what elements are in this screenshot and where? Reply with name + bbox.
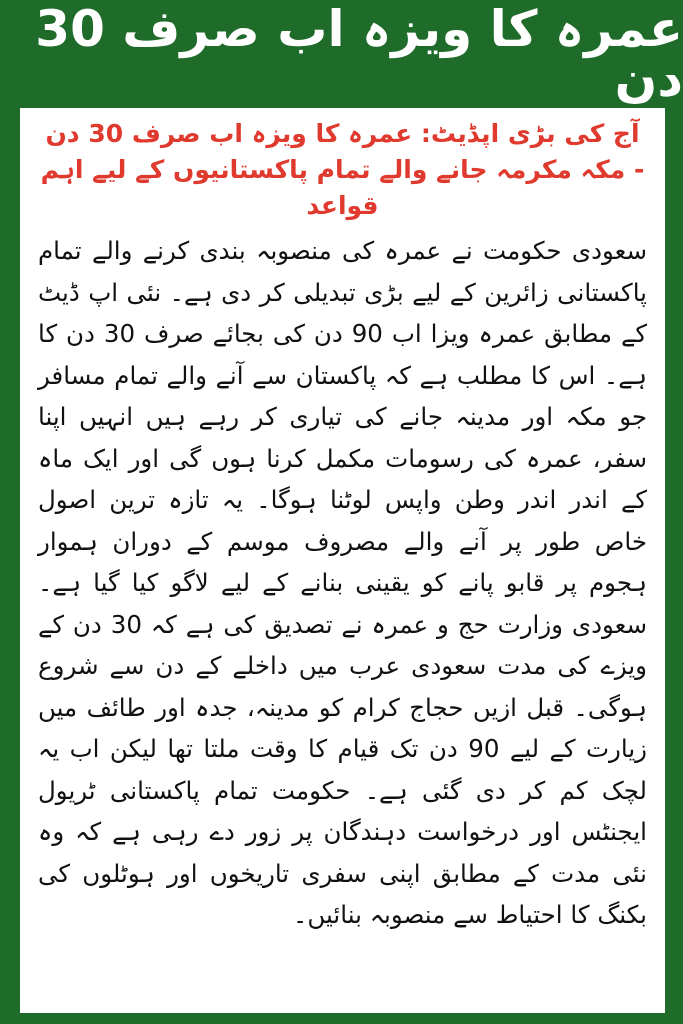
article-body: سعودی حکومت نے عمرہ کی منصوبہ بندی کرنے والے تمام پاکستانی زائرین کے لیے بڑی تبدیلی کر دی ہے۔ نئی اپ ڈیٹ کے مطابق عمرہ ویزا اب 90 دن کی بجائے صرف 30 دن کا ہے۔ اس کا مطلب ہے کہ پاکستان سے آنے والے تمام مسافر جو مکہ اور مدینہ جانے کی تیاری کر رہے ہیں انہیں اپنا سفر، عمرہ کی رسومات مکمل کرنا ہوں گی اور ایک ماہ کے اندر اندر وطن واپس لوٹنا ہوگا۔ یہ تازہ ترین اصول خاص طور پر آنے والے مصروف موسم کے دوران ہموار ہجوم پر قابو پانے کو یقینی بنانے کے لیے لاگو کیا گیا ہے۔ سعودی وزارت حج و عمرہ نے تصدیق کی ہے کہ 30 دن کے ویزے کی مدت سعودی عرب میں داخلے کے دن سے شروع ہوگی۔ قبل ازیں حجاج کرام کو مدینہ، جدہ اور طائف میں زیارت کے لیے 90 دن تک قیام کا وقت ملتا تھا لیکن اب یہ لچک کم کر دی گئی ہے۔ حکومت تمام پاکستانی ٹریول ایجنٹس اور درخواست دہندگان پر زور دے رہی ہے کہ وہ نئی مدت کے مطابق اپنی سفری تاریخوں اور ہوٹلوں کی بکنگ کا احتیاط سے منصوبہ بنائیں۔ [38, 236, 648, 929]
article-panel [20, 108, 665, 1013]
page-title: عمرہ کا ویزہ اب صرف 30 دن [35, 0, 683, 108]
header-banner [0, 0, 683, 108]
article-subtitle: آج کی بڑی اپڈیٹ: عمرہ کا ویزہ اب صرف 30 دن - مکہ مکرمہ جانے والے تمام پاکستانیوں کے لیے اہم قواعد [40, 119, 645, 220]
